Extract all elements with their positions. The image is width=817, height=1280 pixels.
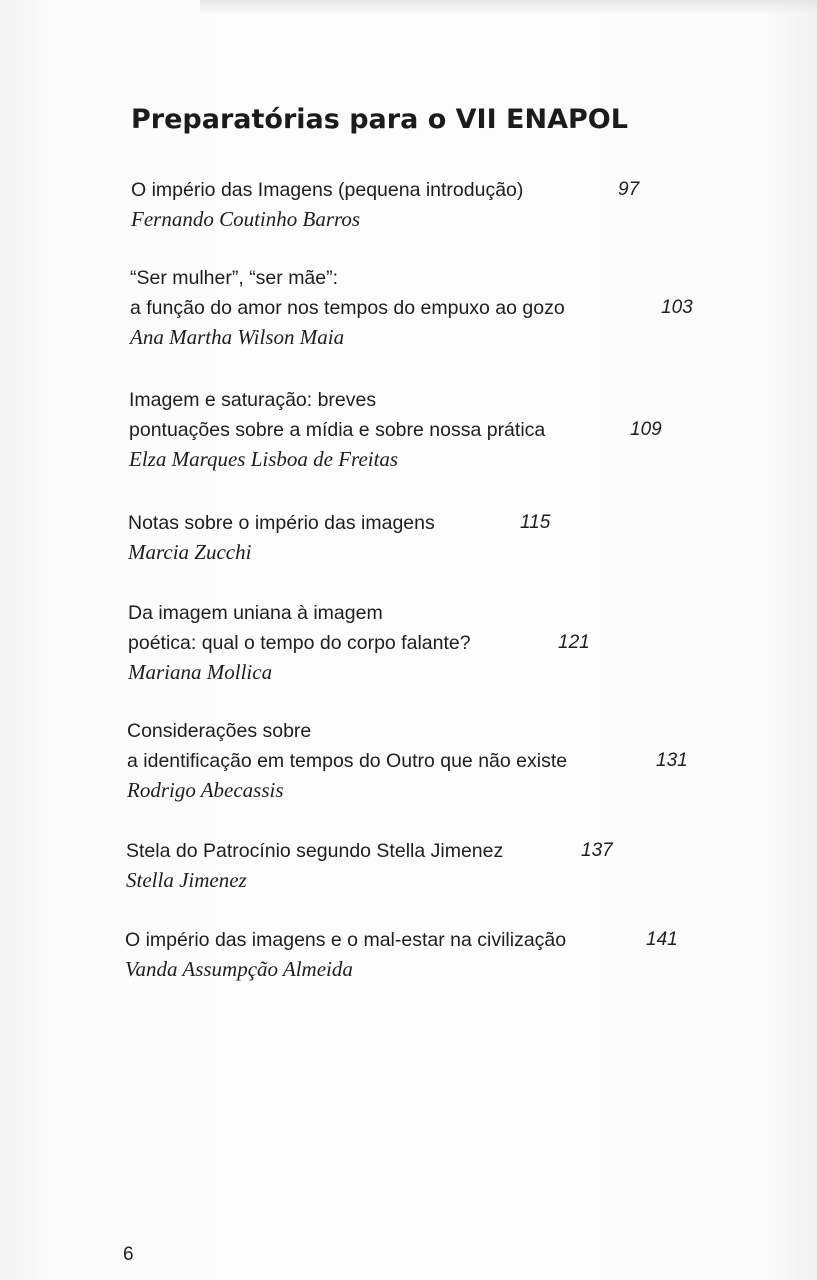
toc-entry xyxy=(125,925,775,983)
toc-entry xyxy=(130,263,780,351)
entry-page-number: 115 xyxy=(520,512,551,533)
entry-page-number: 121 xyxy=(558,632,590,653)
entry-author: Ana Martha Wilson Maia xyxy=(130,325,345,349)
entry-title-line: Imagem e saturação: breves xyxy=(129,389,377,411)
entry-title-line xyxy=(131,175,781,205)
entry-title-line xyxy=(125,925,775,955)
toc-entry xyxy=(128,508,778,566)
entry-title-line: “Ser mulher”, “ser mãe”: xyxy=(130,267,339,289)
entry-author: Marcia Zucchi xyxy=(128,540,252,564)
entry-page-number: 141 xyxy=(646,929,678,950)
entry-title-text: pontuações sobre a mídia e sobre nossa prática xyxy=(129,419,546,441)
entry-author: Fernando Coutinho Barros xyxy=(131,207,361,231)
entry-title-line xyxy=(129,415,779,445)
entry-title-line xyxy=(128,628,778,658)
entry-title-text: a função do amor nos tempos do empuxo ao gozo xyxy=(130,297,565,319)
toc-entry xyxy=(128,598,778,686)
entry-title-text: O império das Imagens (pequena introdução) xyxy=(131,179,524,201)
entry-page-number: 131 xyxy=(656,750,688,771)
entry-title-text: Notas sobre o império das imagens xyxy=(128,512,435,534)
entry-page-number: 103 xyxy=(661,297,693,318)
entry-title-text: O império das imagens e o mal-estar na civilização xyxy=(125,929,567,951)
toc-entry xyxy=(131,175,781,233)
entry-page-number: 97 xyxy=(618,179,640,200)
section-title: Preparatórias para o VII ENAPOL xyxy=(131,104,628,135)
entry-title-text: Stela do Patrocínio segundo Stella Jimenez xyxy=(126,840,504,862)
toc-entry xyxy=(126,836,776,894)
entry-author: Rodrigo Abecassis xyxy=(127,778,284,802)
entry-title-line xyxy=(130,293,780,323)
entry-title-line xyxy=(128,508,778,538)
entry-author: Vanda Assumpção Almeida xyxy=(125,957,353,981)
toc-entry xyxy=(129,385,779,473)
entry-author: Elza Marques Lisboa de Freitas xyxy=(129,447,399,471)
entry-author: Stella Jimenez xyxy=(126,868,247,892)
folio-page-number: 6 xyxy=(123,1244,134,1265)
entry-title-line xyxy=(126,836,776,866)
entry-page-number: 137 xyxy=(581,840,613,861)
entry-author: Mariana Mollica xyxy=(128,660,273,684)
entry-title-line: Da imagem uniana à imagem xyxy=(128,602,383,624)
scan-shadow xyxy=(200,0,817,14)
toc-entry xyxy=(127,716,777,804)
entry-page-number: 109 xyxy=(630,419,662,440)
entry-title-text: poética: qual o tempo do corpo falante? xyxy=(128,632,471,654)
entry-title-text: a identificação em tempos do Outro que não existe xyxy=(127,750,568,772)
entry-title-line xyxy=(127,746,777,776)
entry-title-line: Considerações sobre xyxy=(127,720,312,742)
